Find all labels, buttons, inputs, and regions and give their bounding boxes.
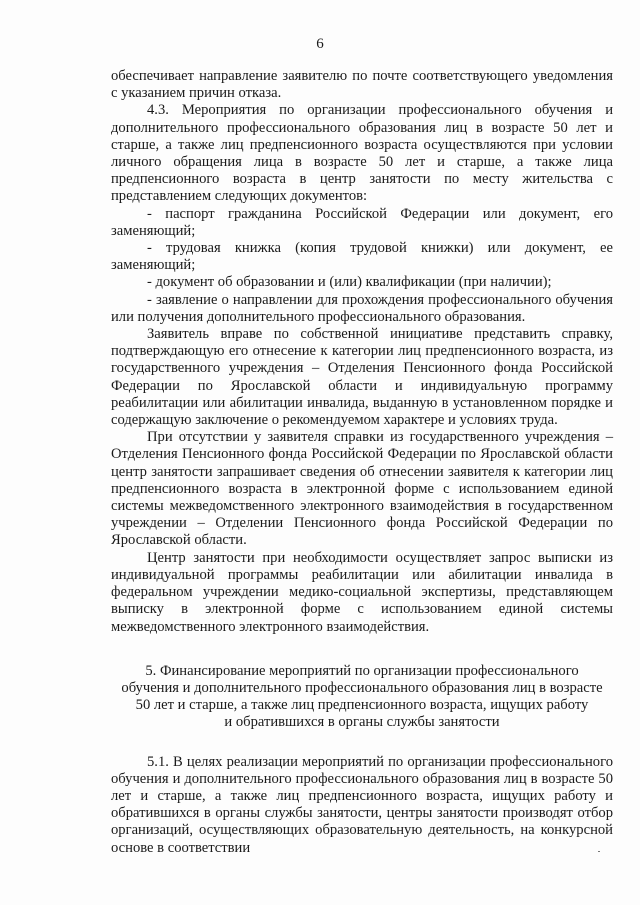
section-title-line: 5. Финансирование мероприятий по организации профессионального: [145, 662, 579, 679]
paragraph-disability-extract: Центр занятости при необходимости осуществляет запрос выписки из индивидуальной программы реабилитации или абилитации инвалида в федеральном учреждении медико-социальной экспертизы, представляющем выписку в электронной форме с использованием единой системы межведомственного электронного взаимодействия.: [111, 549, 613, 635]
paragraph-5-1: 5.1. В целях реализации мероприятий по организации профессионального обучения и дополнительного профессионального образования лиц в возрасте 50 лет и старше, а также лиц предпенсионного возраста, ищущих работу и обратившихся в органы службы занятости, центры занятости производят отбор организаций, осуществляющих образовательную деятельность, на конкурсной основе в соответствии: [111, 753, 613, 856]
paragraph-refusal-notice: обеспечивает направление заявителю по почте соответствующего уведомления с указанием причин отказа.: [111, 68, 613, 102]
section-5-title: [111, 663, 613, 732]
paragraph-4-3: 4.3. Мероприятия по организации профессионального обучения и дополнительного профессионального образования лиц в возрасте 50 лет и старше, а также лиц предпенсионного возраста осуществляются при условии личного обращения лица в возрасте 50 лет и старше, а также лица предпенсионного возраста в центр занятости по месту жительства с представлением следующих документов:: [111, 102, 613, 205]
scan-mark: [598, 851, 600, 852]
list-item-application: - заявление о направлении для прохождения профессионального обучения или получения дополнительного профессионального образования.: [111, 291, 613, 325]
paragraph-applicant-right: Заявитель вправе по собственной инициативе представить справку, подтверждающую его отнесение к категории лиц предпенсионного возраста, из государственного учреждения – Отделения Пенсионного фонда Российской Федерации по Ярославской области и индивидуальную программу реабилитации или абилитации инвалида, выданную в установленном порядке и содержащую заключение о рекомендуемом характере и условиях труда.: [111, 326, 613, 429]
list-item-education-document: - документ об образовании и (или) квалификации (при наличии);: [147, 274, 552, 291]
document-body: [111, 68, 613, 857]
section-title-line: и обратившихся в органы службы занятости: [224, 714, 500, 731]
section-title-line: обучения и дополнительного профессионального образования лиц в возрасте: [121, 679, 603, 696]
section-title-line: 50 лет и старше, а также лиц предпенсионного возраста, ищущих работу: [135, 697, 589, 714]
list-item-passport: - паспорт гражданина Российской Федерации или документ, его заменяющий;: [111, 205, 613, 239]
list-item-work-book: - трудовая книжка (копия трудовой книжки) или документ, ее заменяющий;: [111, 240, 613, 274]
paragraph-no-certificate: При отсутствии у заявителя справки из государственного учреждения – Отделения Пенсионного фонда Российской Федерации по Ярославской области центр занятости запрашивает сведения об отнесении заявителя к категории лиц предпенсионного возраста в электронной форме с использованием единой системы межведомственного электронного взаимодействия в государственном учреждении – Отделении Пенсионного фонда Российской Федерации по Ярославской области.: [111, 429, 613, 549]
page-number: 6: [316, 36, 324, 52]
